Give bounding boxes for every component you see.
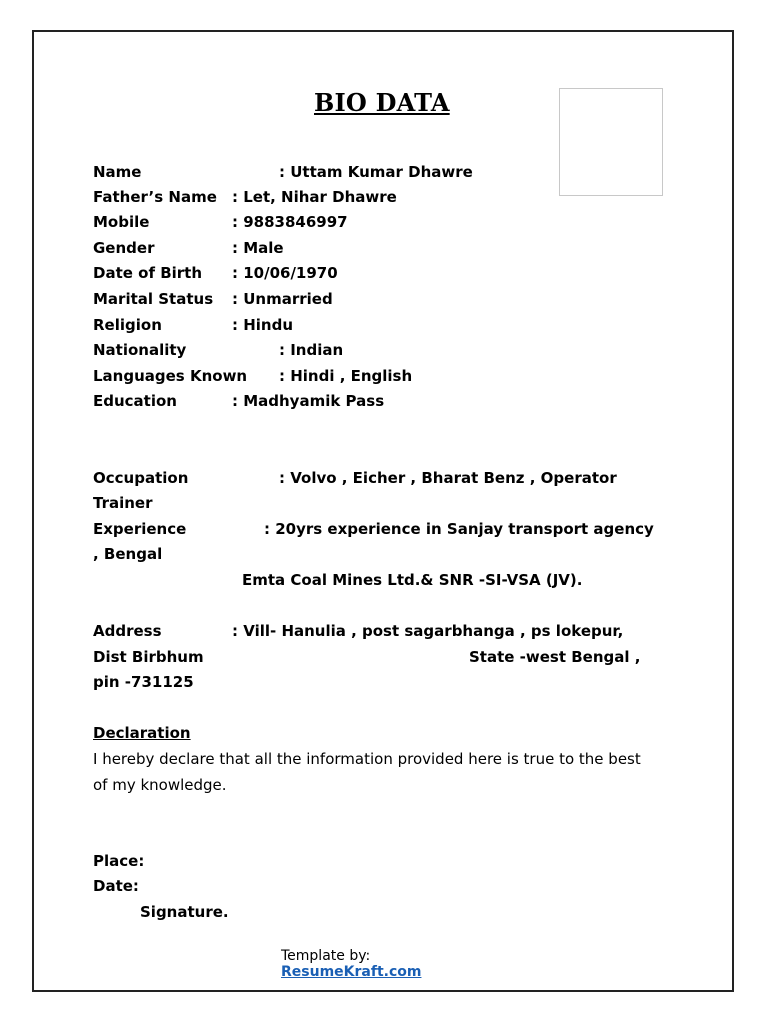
occupation-value: : Volvo , Eicher , Bharat Benz , Operator [279, 469, 617, 487]
template-credit: Template by: [281, 948, 371, 964]
signature-label: Signature. [140, 903, 229, 921]
nationality-label: Nationality [93, 341, 187, 359]
address-value: : Vill- Hanulia , post sagarbhanga , ps lokepur, [232, 622, 624, 640]
occupation-label: Occupation [93, 469, 189, 487]
experience-value: : 20yrs experience in Sanjay transport agency [264, 520, 654, 538]
date-label: Date: [93, 877, 139, 895]
occupation-continuation: Trainer [93, 494, 153, 512]
address-label: Address [93, 622, 162, 640]
resumekraft-link[interactable]: ResumeKraft.com [281, 964, 422, 980]
place-label: Place: [93, 852, 145, 870]
address-district: Dist Birbhum [93, 648, 204, 666]
declaration-heading: Declaration [93, 724, 191, 742]
gender-label: Gender [93, 239, 155, 257]
dob-label: Date of Birth [93, 264, 203, 282]
nationality-value: : Indian [279, 341, 344, 359]
marital-value: : Unmarried [232, 290, 333, 308]
mobile-value: : 9883846997 [232, 213, 348, 231]
address-pin: pin -731125 [93, 673, 194, 691]
photo-placeholder [559, 88, 663, 196]
experience-label: Experience [93, 520, 187, 538]
marital-label: Marital Status [93, 290, 214, 308]
education-label: Education [93, 392, 177, 410]
declaration-line-2: of my knowledge. [93, 776, 227, 794]
languages-label: Languages Known [93, 367, 248, 385]
gender-value: : Male [232, 239, 284, 257]
page-title: BIO DATA [314, 88, 450, 117]
religion-label: Religion [93, 316, 162, 334]
name-value: : Uttam Kumar Dhawre [279, 163, 473, 181]
experience-extra: Emta Coal Mines Ltd.& SNR -SI-VSA (JV). [242, 571, 583, 589]
experience-continuation: , Bengal [93, 545, 163, 563]
education-value: : Madhyamik Pass [232, 392, 385, 410]
father-value: : Let, Nihar Dhawre [232, 188, 397, 206]
languages-value: : Hindi , English [279, 367, 413, 385]
dob-value: : 10/06/1970 [232, 264, 338, 282]
address-state: State -west Bengal , [469, 648, 641, 666]
name-label: Name [93, 163, 142, 181]
religion-value: : Hindu [232, 316, 294, 334]
declaration-line-1: I hereby declare that all the information provided here is true to the best [93, 750, 641, 768]
mobile-label: Mobile [93, 213, 150, 231]
father-label: Father’s Name [93, 188, 217, 206]
